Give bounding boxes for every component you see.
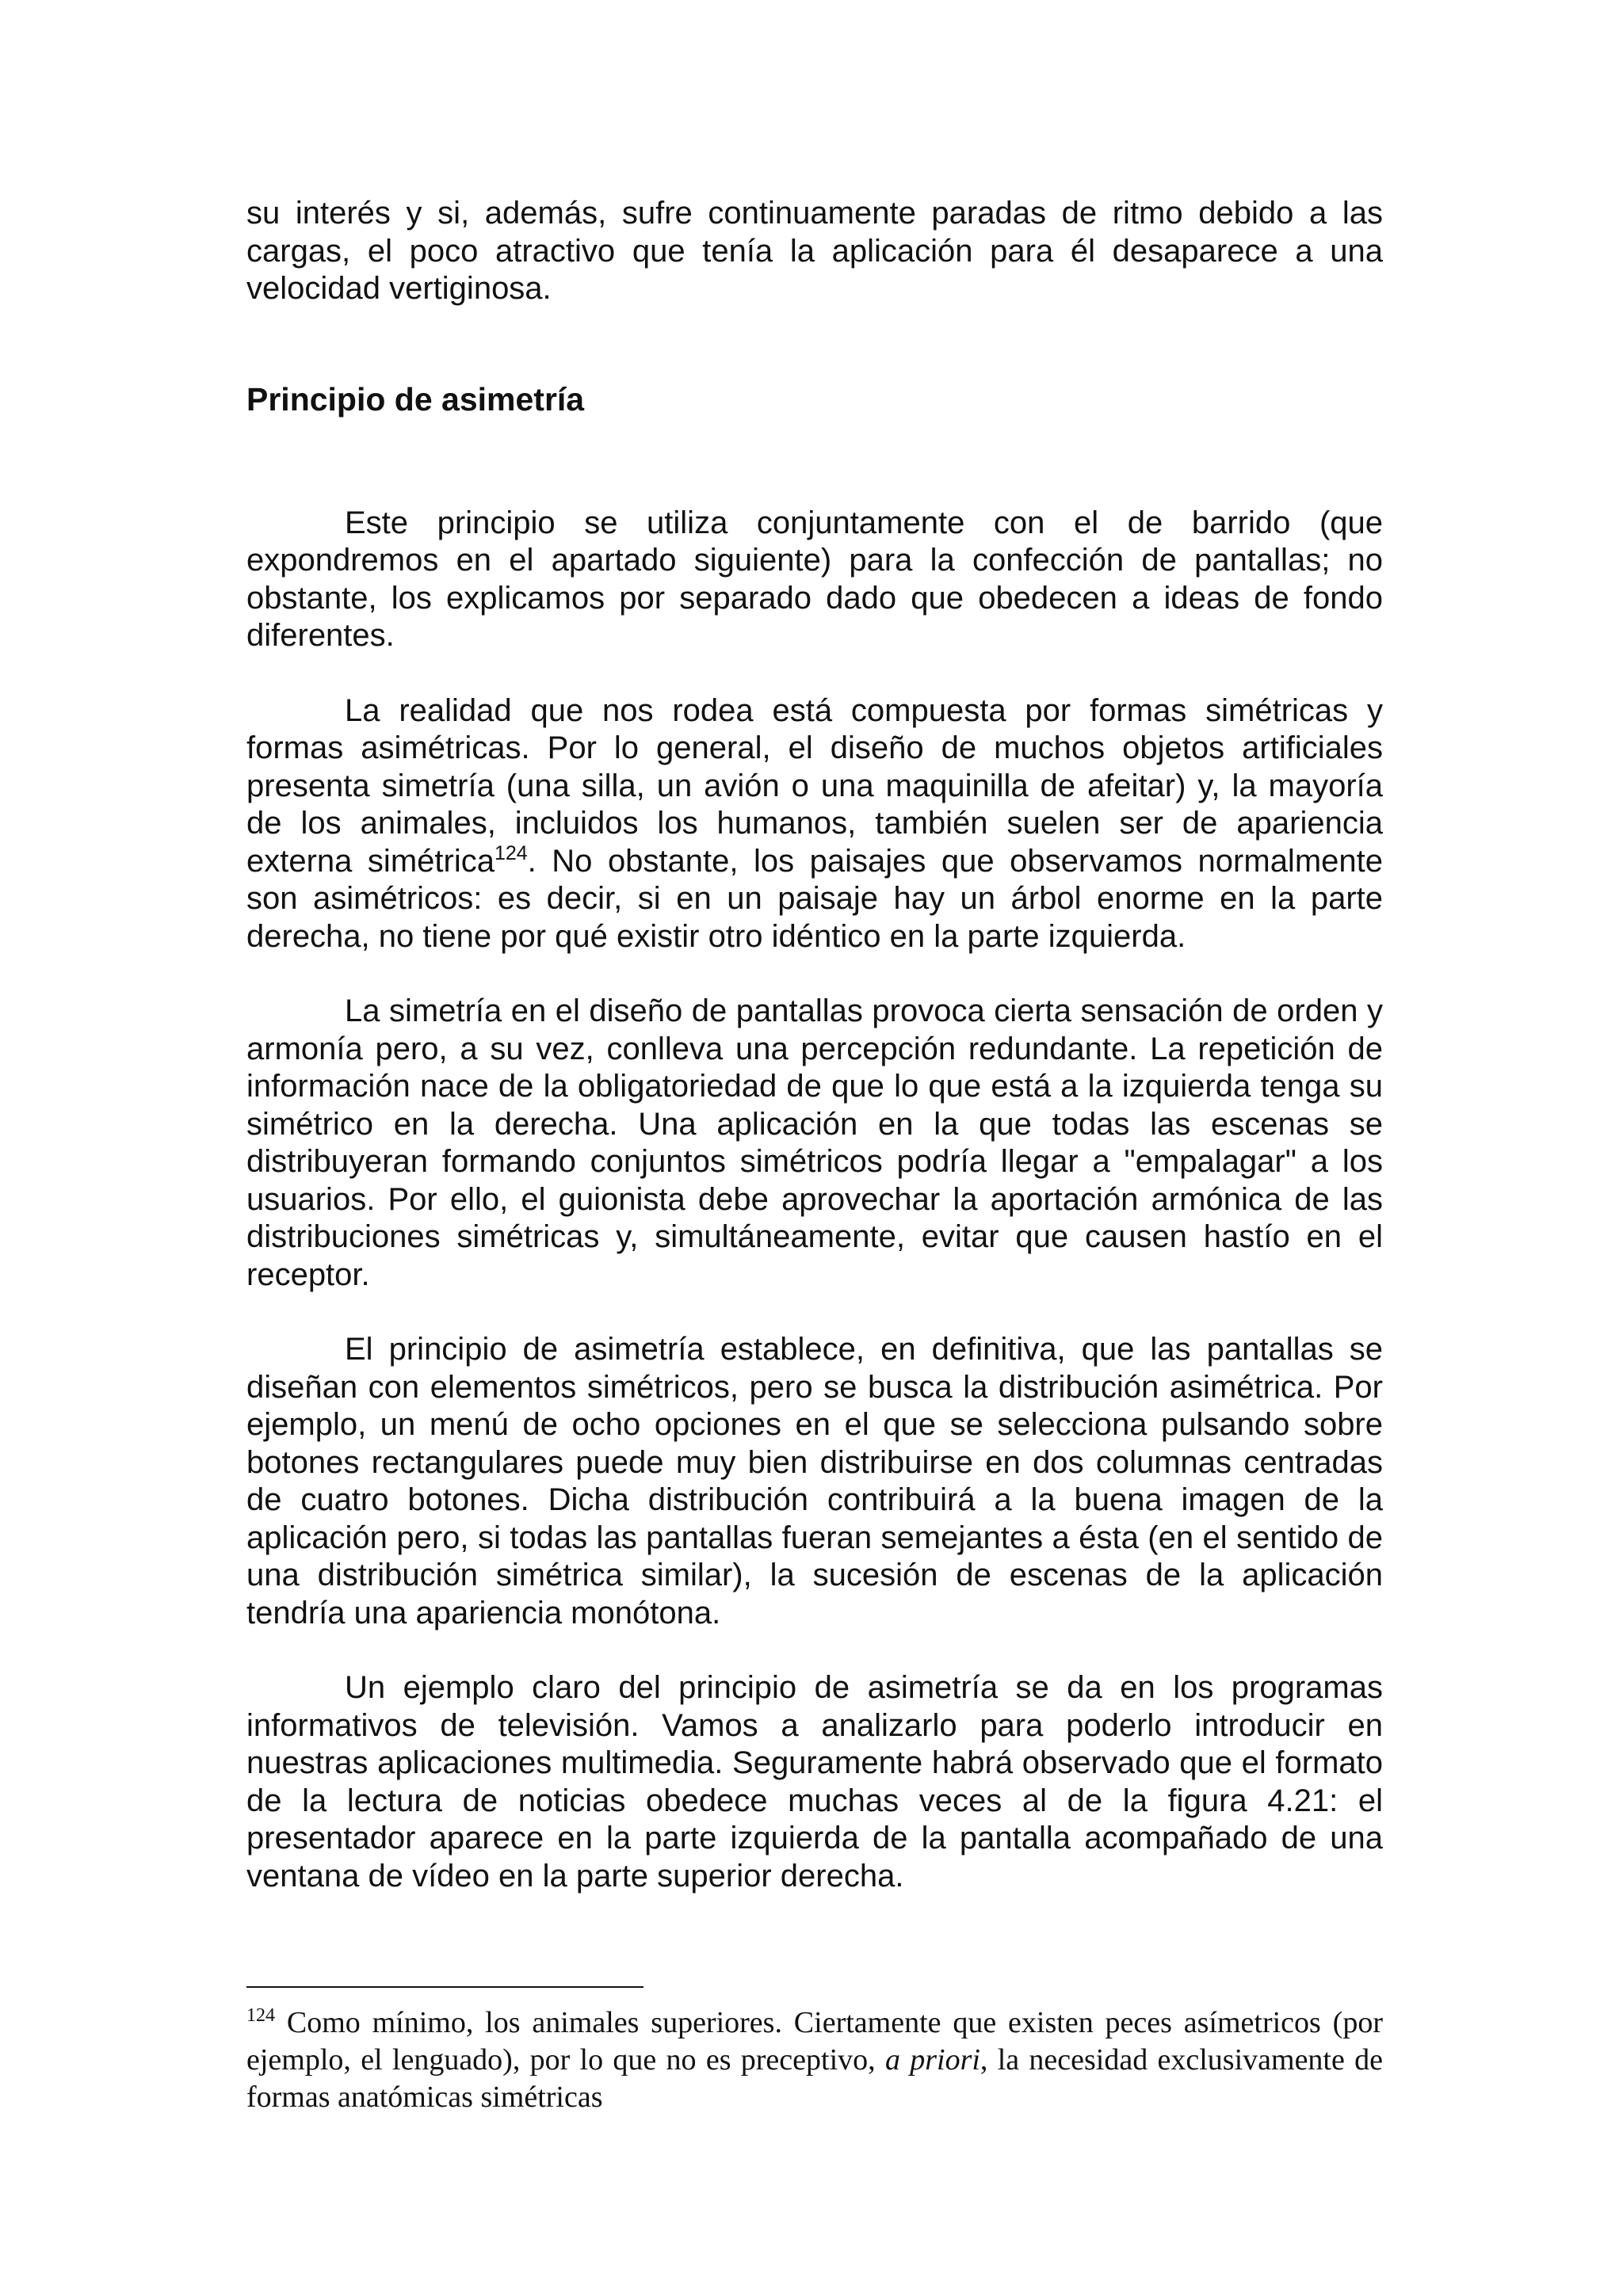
paragraph-2-text-end: . No obstante, los paisajes que observamos normalmente son asimétricos: es decir, si en un paisaje hay un árbol enorme en la parte derecha, no tiene por qué existir otro idéntico en la parte izquierda. xyxy=(246,843,1383,954)
paragraph-4: El principio de asimetría establece, en definitiva, que las pantallas se diseñan con elementos simétricos, pero se busca la distribución asimétrica. Por ejemplo, un menú de ocho opciones en el que se selecciona pulsando sobre botones rectangulares puede muy bien distribuirse en dos columnas centradas de cuatro botones. Dicha distribución contribuirá a la buena imagen de la aplicación pero, si todas las pantallas fueran semejantes a ésta (en el sentido de una distribución simétrica similar), la sucesión de escenas de la aplicación tendría una apariencia monótona. xyxy=(246,1332,1383,1630)
paragraph-2 xyxy=(246,692,1383,956)
paragraph-5: Un ejemplo claro del principio de asimetría se da en los programas informativos de televisión. Vamos a analizarlo para poderlo introducir en nuestras aplicaciones multimedia. Seguramente habrá observado que el formato de la lectura de noticias obedece muchas veces al de la figura 4.21: el presentador aparece en la parte izquierda de la pantalla acompañado de una ventana de vídeo en la parte superior derecha. xyxy=(246,1670,1383,1894)
paragraph-3: La simetría en el diseño de pantallas provoca cierta sensación de orden y armonía pero, a su vez, conlleva una percepción redundante. La repetición de información nace de la obligatoriedad de que lo que está a la izquierda tenga su simétrico en la derecha. Una aplicación en la que todas las escenas se distribuyeran formando conjuntos simétricos podría llegar a "empalagar" a los usuarios. Por ello, el guionista debe aprovechar la aportación armónica de las distribuciones simétricas y, simultáneamente, evitar que causen hastío en el receptor. xyxy=(246,994,1383,1292)
footnote-text-end: , la necesidad exclusivamente de formas anatómicas simétricas xyxy=(246,2043,1384,2114)
section-heading-wrap xyxy=(246,380,1383,418)
paragraph-1: Este principio se utiliza conjuntamente con el de barrido (que expondremos en el apartado siguiente) para la confección de pantallas; no obstante, los explicamos por separado dado que obedecen a ideas de fondo diferentes. xyxy=(246,505,1383,653)
footnote-text-start: Como mínimo, los animales superiores. Ciertamente que existen peces asímetricos (por ejemplo, el lenguado), por lo que no es preceptivo, xyxy=(246,2006,1383,2077)
footnote xyxy=(246,2004,1383,2116)
page-body xyxy=(246,195,1383,1895)
footnote-italic-term: a priori xyxy=(884,2043,980,2077)
paragraph-2-text-start: La realidad que nos rodea está compuesta por formas simétricas y formas asimétricas. Por lo general, el diseño de muchos objetos artificiales presenta simetría (una silla, un avión o una maquinilla de afeitar) y, la mayoría de los animales, incluidos los humanos, también suelen ser de apariencia externa simétrica xyxy=(246,692,1383,879)
footnote-separator xyxy=(246,1986,643,1988)
section-heading: Principio de asimetría xyxy=(246,380,585,418)
footnote-number: 124 xyxy=(246,2005,275,2026)
footnote-reference: 124 xyxy=(494,841,528,864)
intro-paragraph: su interés y si, además, sufre continuamente paradas de ritmo debido a las cargas, el poco atractivo que tenía la aplicación para él desaparece a una velocidad vertiginosa. xyxy=(246,196,1383,306)
